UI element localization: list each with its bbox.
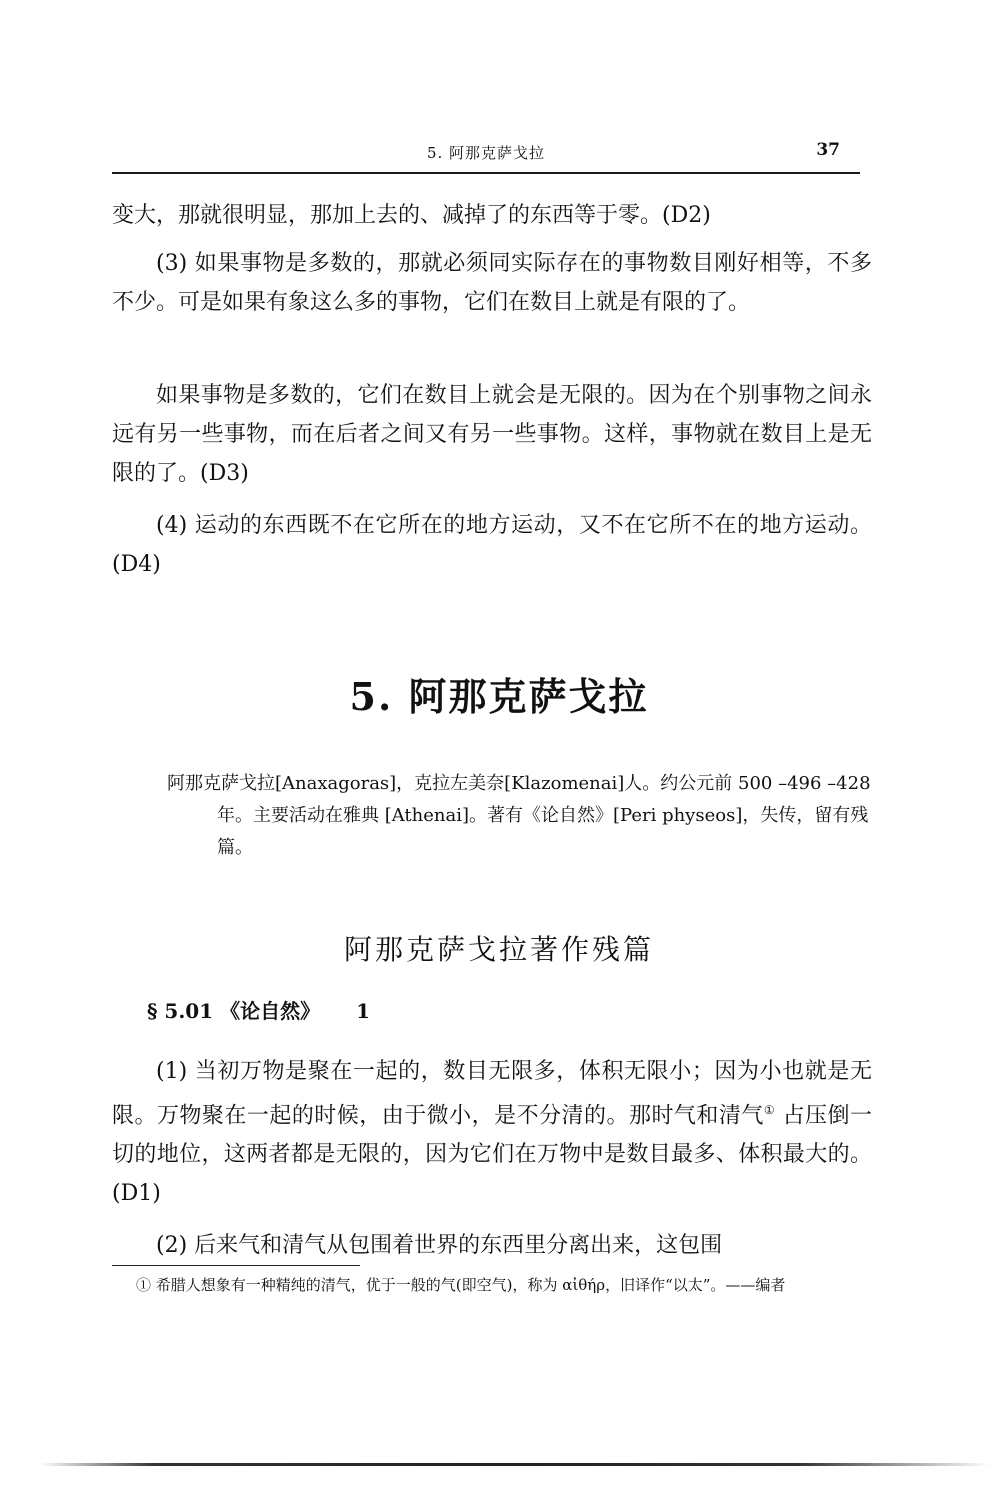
footnote-marker: ①: [763, 1103, 776, 1117]
running-header: [112, 138, 860, 174]
paragraph-argument-3: (3) 如果事物是多数的，那就必须同实际存在的事物数目刚好相等，不多不少。可是如果有象这么多的事物，它们在数目上就是有限的了。: [112, 251, 872, 315]
fragment-heading: [147, 995, 370, 1024]
fragment-2-paragraph: (2) 后来气和清气从包围着世界的东西里分离出来，这包围: [156, 1233, 723, 1258]
fragment-number: 1: [356, 999, 371, 1023]
fragment-1-paragraph: [112, 1052, 872, 1213]
fragment-label: § 5.01 《论自然》: [147, 999, 321, 1023]
page-number: 37: [816, 140, 840, 160]
footnote: ① 希腊人想象有一种精纯的清气，优于一般的气(即空气)，称为 αἰθήρ，旧译作“以太”。——编者: [136, 1276, 786, 1294]
fragment-1-text-b: 占压倒一切的地位，这两者都是无限的，因为它们在万物中是数目最多、体积最大的。(D1): [112, 1103, 872, 1207]
paragraph-infinite-number: 如果事物是多数的，它们在数目上就会是无限的。因为在个别事物之间永远有另一些事物，而在后者之间又有另一些事物。这样，事物就在数目上是无限的了。(D3): [112, 383, 872, 486]
scan-edge-line: [40, 1463, 990, 1466]
biographical-note: 阿那克萨戈拉[Anaxagoras]，克拉左美奈[Klazomenai]人。约公元前 500 –496 –428 年。主要活动在雅典 [Athenai]。著有《论自然》[Peri physeos]，失传，留有残篇。: [167, 773, 871, 858]
section-heading: 阿那克萨戈拉著作残篇: [343, 933, 654, 966]
footnote-divider: [112, 1265, 360, 1266]
fragment-1-text-a: (1) 当初万物是聚在一起的，数目无限多，体积无限小；因为小也就是无限。万物聚在一起的时候，由于微小，是不分清的。那时气和清气: [112, 1059, 872, 1129]
chapter-heading: 5. 阿那克萨戈拉: [349, 674, 649, 719]
running-title: 5. 阿那克萨戈拉: [426, 144, 546, 162]
paragraph-argument-4: (4) 运动的东西既不在它所在的地方运动，又不在它所不在的地方运动。(D4): [112, 513, 872, 577]
paragraph-continued: 变大，那就很明显，那加上去的、减掉了的东西等于零。(D2): [112, 203, 711, 228]
